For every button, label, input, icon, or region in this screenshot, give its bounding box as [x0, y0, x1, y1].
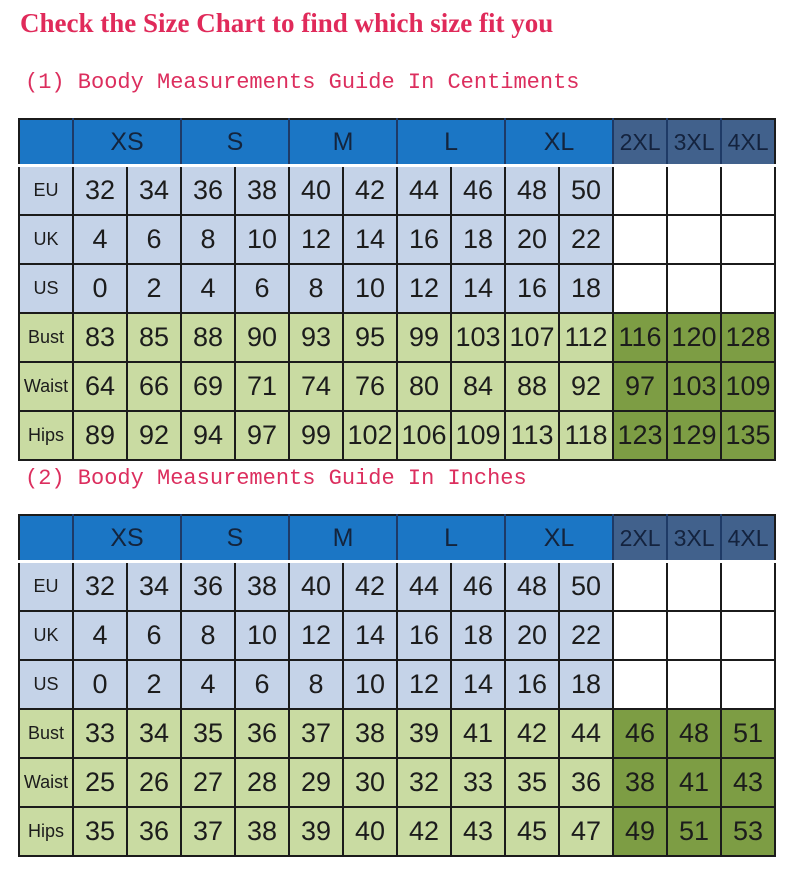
size-value-cell: 12	[397, 264, 451, 313]
row-label-eu: EU	[19, 562, 73, 612]
size-value-cell: 20	[505, 611, 559, 660]
size-value-cell: 45	[505, 807, 559, 856]
row-label-us: US	[19, 264, 73, 313]
corner-cell	[19, 515, 73, 562]
measurement-row-us	[19, 264, 775, 313]
size-value-cell: 41	[451, 709, 505, 758]
size-value-cell: 42	[397, 807, 451, 856]
size-ext-header-2xl: 2XL	[613, 119, 667, 166]
measurement-row-bust	[19, 313, 775, 362]
empty-cell	[721, 562, 775, 612]
size-value-cell: 37	[181, 807, 235, 856]
size-value-cell: 74	[289, 362, 343, 411]
size-value-cell: 29	[289, 758, 343, 807]
size-value-cell-ext: 49	[613, 807, 667, 856]
empty-cell	[721, 215, 775, 264]
measurement-row-waist	[19, 362, 775, 411]
size-group-header-m: M	[289, 119, 397, 166]
size-value-cell-ext: 46	[613, 709, 667, 758]
size-value-cell: 44	[397, 166, 451, 216]
size-value-cell: 44	[559, 709, 613, 758]
measurement-row-bust	[19, 709, 775, 758]
size-header-row	[19, 515, 775, 562]
measurement-row-hips	[19, 411, 775, 460]
size-value-cell-ext: 123	[613, 411, 667, 460]
size-value-cell: 14	[451, 660, 505, 709]
size-value-cell: 66	[127, 362, 181, 411]
size-value-cell: 26	[127, 758, 181, 807]
size-value-cell-ext: 51	[721, 709, 775, 758]
empty-cell	[613, 264, 667, 313]
size-value-cell: 112	[559, 313, 613, 362]
size-value-cell: 22	[559, 215, 613, 264]
row-label-uk: UK	[19, 611, 73, 660]
size-value-cell-ext: 41	[667, 758, 721, 807]
size-value-cell-ext: 135	[721, 411, 775, 460]
size-value-cell: 16	[505, 264, 559, 313]
page-title: Check the Size Chart to find which size fit you	[20, 8, 554, 38]
size-value-cell: 14	[451, 264, 505, 313]
size-value-cell: 25	[73, 758, 127, 807]
size-value-cell: 97	[235, 411, 289, 460]
size-value-cell: 4	[181, 264, 235, 313]
size-value-cell: 32	[397, 758, 451, 807]
size-group-header-xs: XS	[73, 119, 181, 166]
size-header-row	[19, 119, 775, 166]
measurement-row-uk	[19, 215, 775, 264]
corner-cell	[19, 119, 73, 166]
size-group-header-xl: XL	[505, 515, 613, 562]
size-value-cell: 4	[181, 660, 235, 709]
size-value-cell: 32	[73, 166, 127, 216]
size-value-cell: 38	[235, 166, 289, 216]
size-value-cell: 34	[127, 166, 181, 216]
size-ext-header-3xl: 3XL	[667, 515, 721, 562]
size-value-cell: 42	[343, 562, 397, 612]
row-label-uk: UK	[19, 215, 73, 264]
size-value-cell: 64	[73, 362, 127, 411]
size-value-cell: 0	[73, 264, 127, 313]
size-value-cell-ext: 43	[721, 758, 775, 807]
size-value-cell: 36	[235, 709, 289, 758]
size-value-cell: 16	[505, 660, 559, 709]
size-value-cell: 16	[397, 611, 451, 660]
empty-cell	[721, 264, 775, 313]
empty-cell	[613, 562, 667, 612]
size-value-cell: 113	[505, 411, 559, 460]
size-value-cell: 88	[505, 362, 559, 411]
size-value-cell: 47	[559, 807, 613, 856]
size-value-cell: 8	[181, 215, 235, 264]
row-label-hips: Hips	[19, 411, 73, 460]
size-value-cell: 10	[343, 660, 397, 709]
empty-cell	[667, 660, 721, 709]
size-ext-header-3xl: 3XL	[667, 119, 721, 166]
empty-cell	[721, 166, 775, 216]
size-value-cell: 28	[235, 758, 289, 807]
size-value-cell: 8	[289, 660, 343, 709]
size-value-cell: 2	[127, 660, 181, 709]
size-value-cell: 42	[505, 709, 559, 758]
size-value-cell: 16	[397, 215, 451, 264]
empty-cell	[613, 611, 667, 660]
size-table-centimeters	[18, 118, 776, 461]
size-value-cell: 37	[289, 709, 343, 758]
size-value-cell: 35	[505, 758, 559, 807]
empty-cell	[721, 611, 775, 660]
size-value-cell: 6	[235, 264, 289, 313]
size-value-cell: 2	[127, 264, 181, 313]
size-value-cell-ext: 48	[667, 709, 721, 758]
size-value-cell: 118	[559, 411, 613, 460]
size-value-cell: 39	[397, 709, 451, 758]
empty-cell	[613, 660, 667, 709]
size-value-cell: 38	[343, 709, 397, 758]
size-value-cell: 36	[181, 562, 235, 612]
row-label-bust: Bust	[19, 313, 73, 362]
size-group-header-xl: XL	[505, 119, 613, 166]
size-value-cell: 30	[343, 758, 397, 807]
size-value-cell: 83	[73, 313, 127, 362]
size-value-cell: 6	[127, 611, 181, 660]
size-value-cell: 35	[73, 807, 127, 856]
empty-cell	[667, 611, 721, 660]
size-value-cell: 102	[343, 411, 397, 460]
empty-cell	[667, 264, 721, 313]
row-label-us: US	[19, 660, 73, 709]
size-value-cell: 12	[289, 215, 343, 264]
size-value-cell-ext: 129	[667, 411, 721, 460]
size-value-cell: 36	[559, 758, 613, 807]
size-value-cell: 4	[73, 215, 127, 264]
size-value-cell: 48	[505, 562, 559, 612]
measurement-row-hips	[19, 807, 775, 856]
size-value-cell: 10	[235, 611, 289, 660]
size-value-cell: 44	[397, 562, 451, 612]
size-value-cell: 40	[289, 562, 343, 612]
size-value-cell: 34	[127, 709, 181, 758]
size-value-cell: 38	[235, 807, 289, 856]
size-value-cell: 50	[559, 166, 613, 216]
size-value-cell: 22	[559, 611, 613, 660]
empty-cell	[613, 215, 667, 264]
size-value-cell: 10	[343, 264, 397, 313]
empty-cell	[721, 660, 775, 709]
size-value-cell: 18	[451, 611, 505, 660]
size-value-cell: 14	[343, 611, 397, 660]
empty-cell	[667, 562, 721, 612]
size-value-cell: 92	[127, 411, 181, 460]
size-value-cell-ext: 53	[721, 807, 775, 856]
size-value-cell: 36	[181, 166, 235, 216]
size-value-cell: 107	[505, 313, 559, 362]
row-label-hips: Hips	[19, 807, 73, 856]
size-value-cell: 106	[397, 411, 451, 460]
size-value-cell: 90	[235, 313, 289, 362]
size-value-cell: 4	[73, 611, 127, 660]
size-value-cell: 18	[559, 264, 613, 313]
size-value-cell-ext: 103	[667, 362, 721, 411]
size-group-header-l: L	[397, 515, 505, 562]
size-value-cell: 76	[343, 362, 397, 411]
measurement-row-eu	[19, 166, 775, 216]
size-group-header-s: S	[181, 119, 289, 166]
size-value-cell: 39	[289, 807, 343, 856]
size-value-cell: 89	[73, 411, 127, 460]
size-value-cell: 14	[343, 215, 397, 264]
size-value-cell: 10	[235, 215, 289, 264]
size-value-cell: 93	[289, 313, 343, 362]
measurement-row-uk	[19, 611, 775, 660]
size-value-cell-ext: 38	[613, 758, 667, 807]
size-value-cell: 71	[235, 362, 289, 411]
size-value-cell: 84	[451, 362, 505, 411]
size-value-cell: 18	[451, 215, 505, 264]
size-value-cell: 85	[127, 313, 181, 362]
row-label-waist: Waist	[19, 758, 73, 807]
size-group-header-m: M	[289, 515, 397, 562]
row-label-eu: EU	[19, 166, 73, 216]
size-value-cell-ext: 51	[667, 807, 721, 856]
measurement-row-eu	[19, 562, 775, 612]
size-value-cell-ext: 120	[667, 313, 721, 362]
size-value-cell: 20	[505, 215, 559, 264]
measurement-row-us	[19, 660, 775, 709]
size-value-cell: 12	[289, 611, 343, 660]
size-value-cell: 6	[127, 215, 181, 264]
size-value-cell: 38	[235, 562, 289, 612]
empty-cell	[667, 166, 721, 216]
size-value-cell: 36	[127, 807, 181, 856]
size-ext-header-4xl: 4XL	[721, 119, 775, 166]
size-group-header-xs: XS	[73, 515, 181, 562]
size-value-cell: 95	[343, 313, 397, 362]
empty-cell	[613, 166, 667, 216]
size-value-cell: 8	[181, 611, 235, 660]
size-value-cell: 69	[181, 362, 235, 411]
size-value-cell-ext: 97	[613, 362, 667, 411]
size-value-cell: 40	[343, 807, 397, 856]
size-ext-header-2xl: 2XL	[613, 515, 667, 562]
size-value-cell: 103	[451, 313, 505, 362]
size-value-cell: 35	[181, 709, 235, 758]
size-value-cell: 46	[451, 562, 505, 612]
size-value-cell: 99	[397, 313, 451, 362]
size-value-cell: 46	[451, 166, 505, 216]
size-value-cell: 99	[289, 411, 343, 460]
size-value-cell: 27	[181, 758, 235, 807]
size-group-header-s: S	[181, 515, 289, 562]
size-ext-header-4xl: 4XL	[721, 515, 775, 562]
size-table-inches	[18, 514, 776, 857]
centimeters-table-heading: (1) Boody Measurements Guide In Centiments	[25, 70, 580, 95]
size-value-cell: 32	[73, 562, 127, 612]
row-label-waist: Waist	[19, 362, 73, 411]
size-value-cell: 0	[73, 660, 127, 709]
row-label-bust: Bust	[19, 709, 73, 758]
size-value-cell: 34	[127, 562, 181, 612]
size-value-cell: 50	[559, 562, 613, 612]
size-value-cell: 8	[289, 264, 343, 313]
size-value-cell-ext: 128	[721, 313, 775, 362]
size-value-cell: 6	[235, 660, 289, 709]
size-value-cell: 94	[181, 411, 235, 460]
size-value-cell: 92	[559, 362, 613, 411]
size-value-cell: 33	[451, 758, 505, 807]
measurement-row-waist	[19, 758, 775, 807]
size-value-cell: 42	[343, 166, 397, 216]
size-value-cell-ext: 116	[613, 313, 667, 362]
size-value-cell: 18	[559, 660, 613, 709]
size-value-cell: 12	[397, 660, 451, 709]
inches-table-heading: (2) Boody Measurements Guide In Inches	[25, 466, 527, 491]
size-value-cell: 109	[451, 411, 505, 460]
size-value-cell: 40	[289, 166, 343, 216]
size-group-header-l: L	[397, 119, 505, 166]
empty-cell	[667, 215, 721, 264]
size-value-cell: 33	[73, 709, 127, 758]
size-value-cell: 80	[397, 362, 451, 411]
size-value-cell: 48	[505, 166, 559, 216]
size-value-cell: 43	[451, 807, 505, 856]
size-value-cell: 88	[181, 313, 235, 362]
size-value-cell-ext: 109	[721, 362, 775, 411]
